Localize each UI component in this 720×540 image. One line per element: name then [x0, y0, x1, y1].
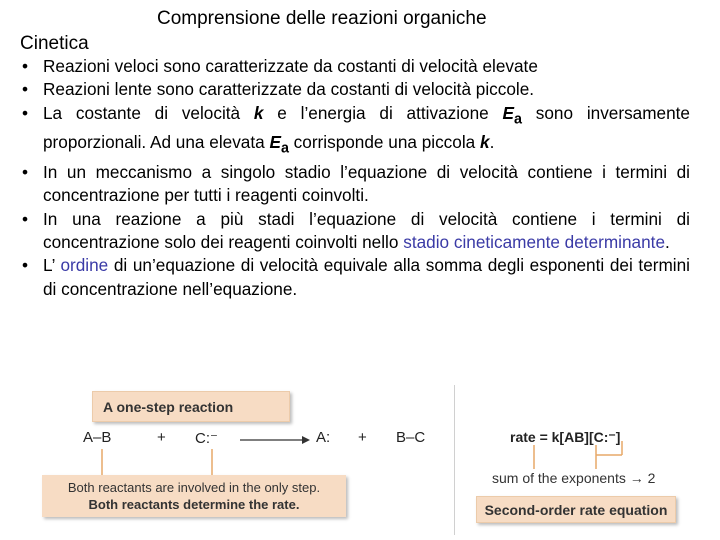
note-box — [42, 475, 346, 517]
plus-sign: + — [157, 429, 166, 446]
bullet-text: Reazioni veloci sono caratterizzate da costanti di velocità elevate — [43, 56, 538, 76]
bullet-item — [22, 161, 690, 208]
bullet-text: In un meccanismo a singolo stadio l’equazione di velocità contiene i termini di concentrazione per tutti i reagenti coinvolti. — [43, 162, 690, 206]
bullet-text: e l’energia di attivazione — [263, 102, 503, 123]
activation-energy-subscript: a — [514, 111, 522, 128]
reactant-c: C:⁻ — [195, 430, 218, 447]
bullet-item — [22, 55, 690, 78]
bullet-list — [22, 55, 690, 301]
bullet-text: Reazioni lente sono caratterizzate da costanti di velocità piccole. — [43, 79, 535, 100]
activation-energy-subscript: a — [280, 140, 289, 157]
rate-order-label: Second-order rate equation — [476, 496, 676, 523]
reaction-figure — [40, 385, 680, 535]
bullet-text: di un’equazione di velocità equivale alla somma degli esponenti dei termini di concentrazione nell’equazione. — [43, 255, 690, 299]
bullet-item — [22, 102, 690, 161]
sum-of-exponents: sum of the exponents → 2 — [492, 470, 656, 486]
keyword-order: ordine — [60, 255, 109, 276]
activation-energy-symbol: E — [502, 102, 514, 123]
page-title: Comprensione delle reazioni organiche — [157, 8, 487, 29]
bullet-text: sono inversamente proporzionali. Ad una elevata — [43, 102, 690, 153]
rate-constant-symbol: k — [253, 102, 264, 123]
note-line: Both reactants are involved in the only step. — [67, 480, 321, 495]
keyword-rate-determining-step: stadio cineticamente determinante — [403, 231, 666, 252]
note-line: Both reactants determine the rate. — [88, 497, 300, 512]
bullet-item — [22, 254, 690, 301]
bullet-text: L’ — [43, 255, 61, 276]
figure-header: A one-step reaction — [92, 391, 290, 422]
rate-equation: rate = k[AB][C:⁻] — [510, 429, 621, 445]
bullet-text: In una reazione a più stadi l’equazione di velocità contiene i termini di concentrazione solo dei reagenti coinvolti nello — [43, 208, 690, 252]
product-bc: B–C — [396, 429, 426, 446]
product-a: A: — [316, 429, 331, 446]
rate-constant-symbol: k — [480, 132, 490, 153]
bullet-item — [22, 208, 690, 255]
activation-energy-symbol: E — [269, 132, 281, 153]
bullet-text: . — [489, 132, 495, 153]
bullet-text: La costante di velocità — [43, 102, 254, 123]
bullet-text: . — [665, 231, 670, 252]
bullet-text: corrisponde una piccola — [288, 132, 480, 153]
reactant-ab: A–B — [83, 429, 112, 446]
plus-sign: + — [358, 429, 367, 446]
section-title: Cinetica — [20, 33, 89, 54]
bullet-item — [22, 78, 690, 101]
